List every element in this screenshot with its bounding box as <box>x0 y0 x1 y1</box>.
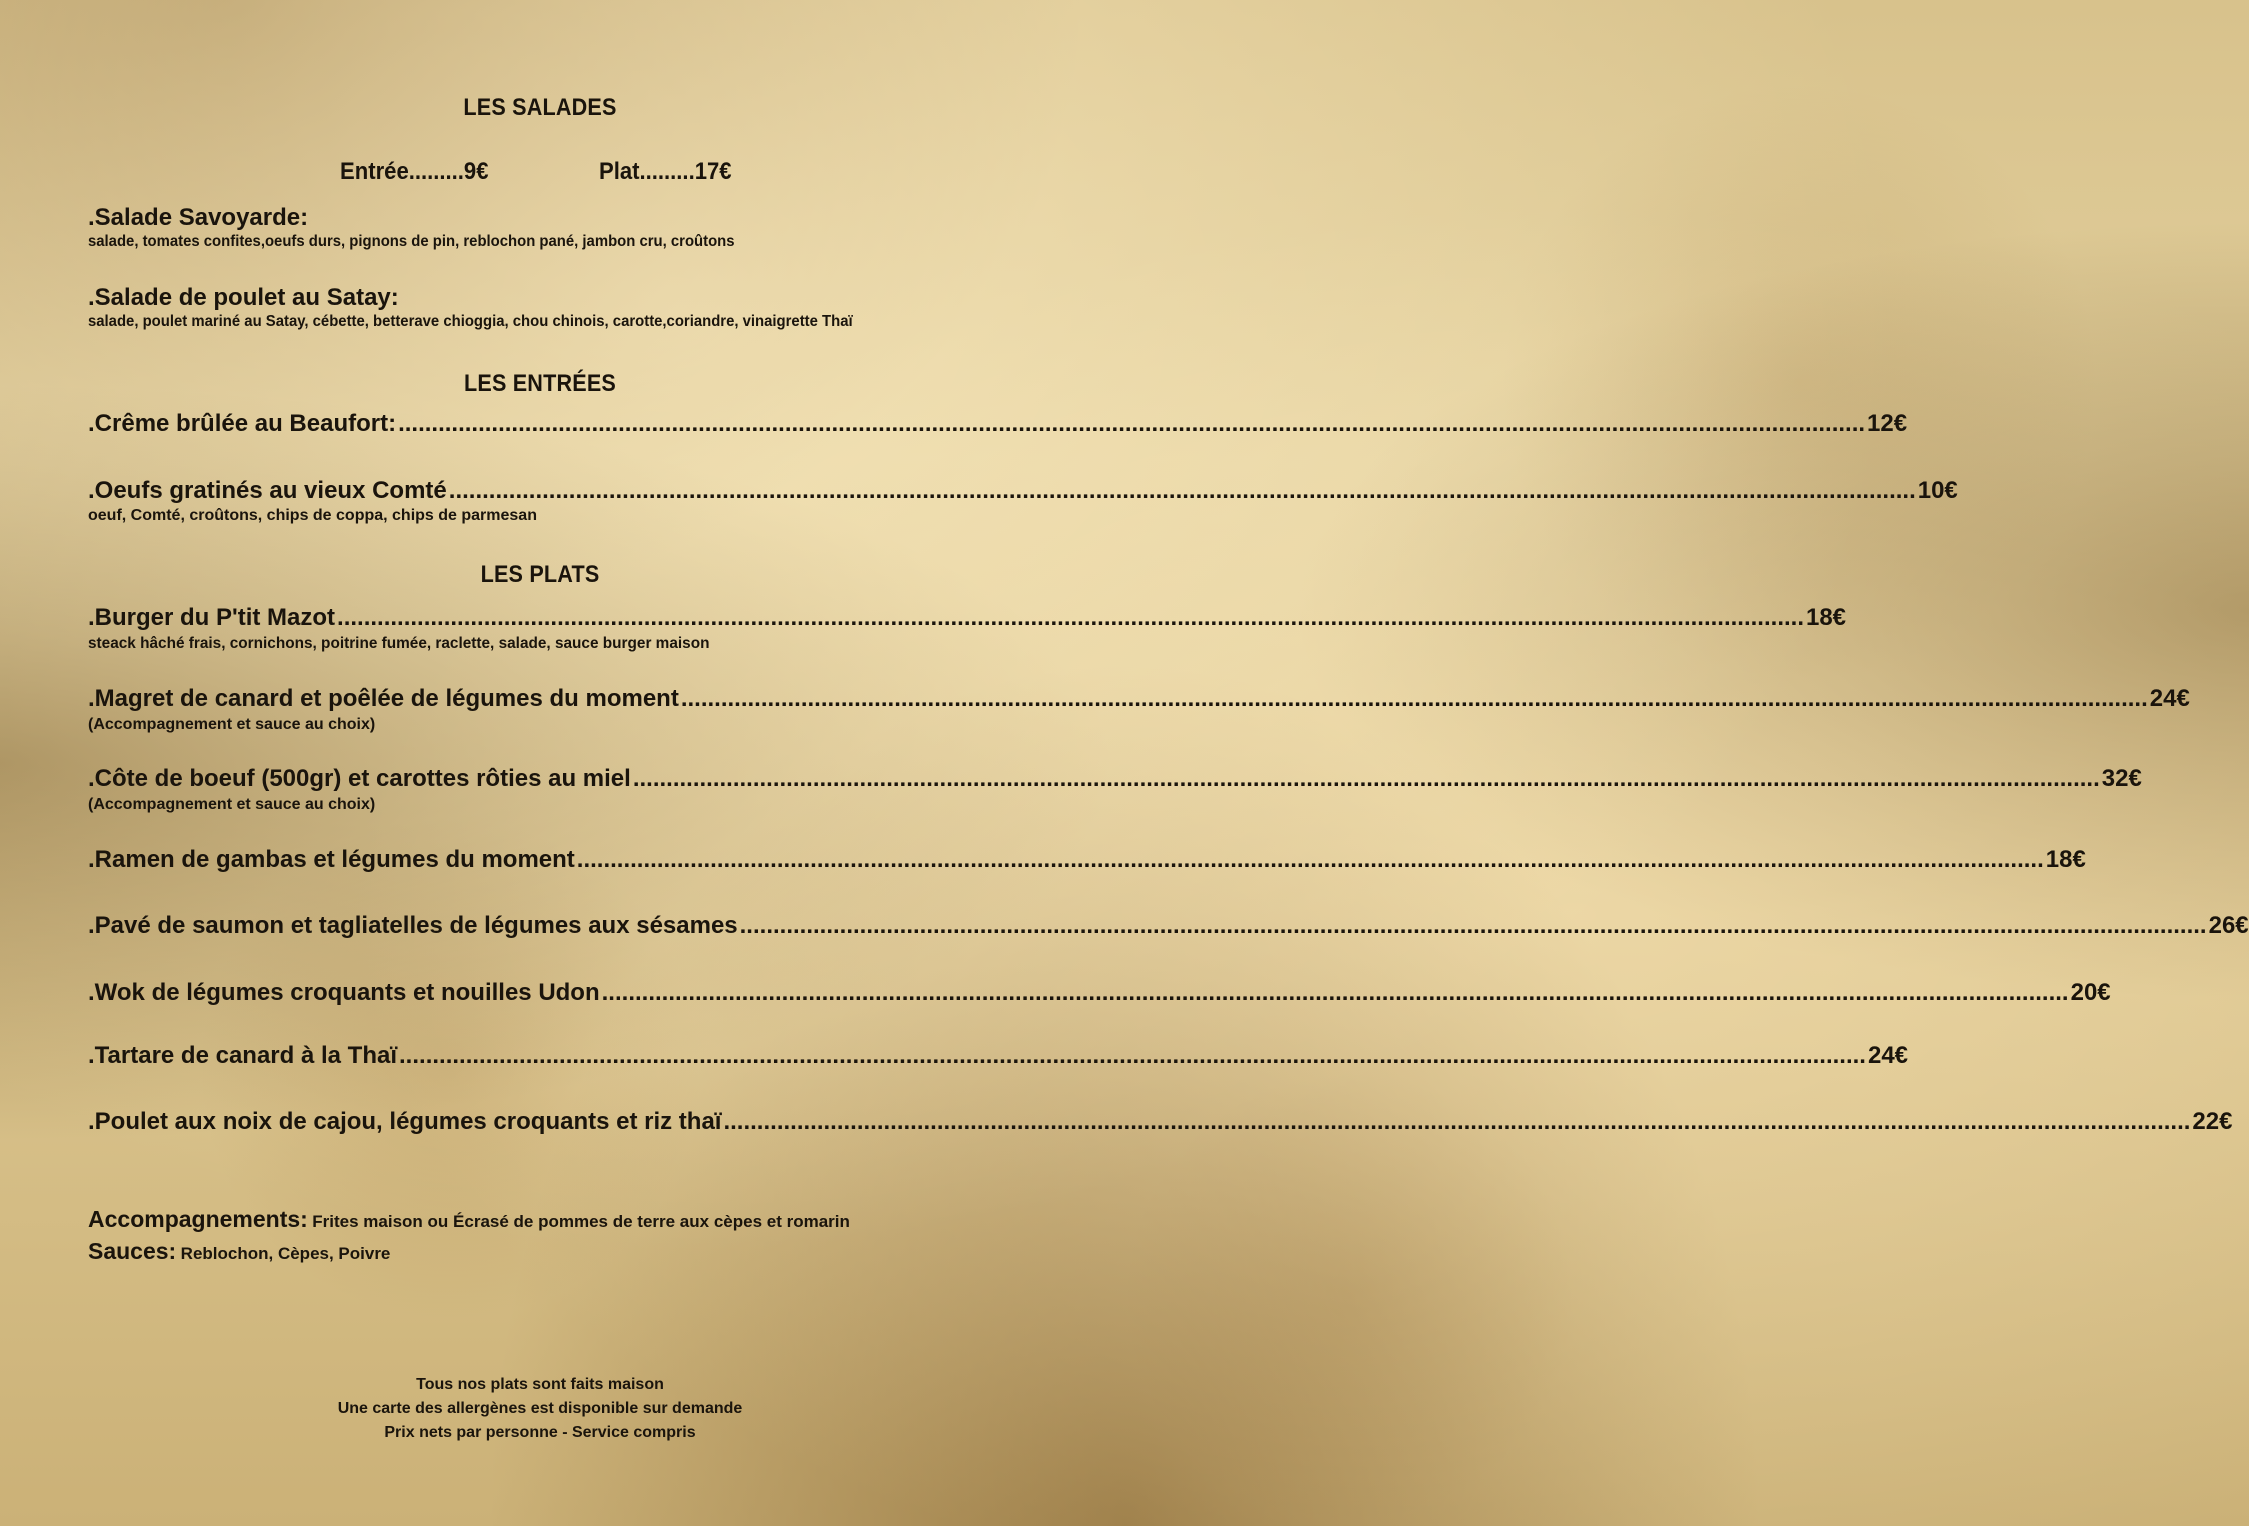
section-title-entrees: LES ENTRÉES <box>463 370 617 397</box>
menu-item-name: .Crême brûlée au Beaufort: <box>88 410 397 437</box>
menu-item-price: 32€ <box>2101 765 2142 792</box>
dot-leader: ............................................................................................................................................................................................................................ <box>680 685 2148 712</box>
menu-item-price: 20€ <box>2070 979 2111 1006</box>
menu-item-price: 26€ <box>2208 912 2249 939</box>
dot-leader: ............................................................................................................................................................................................................................ <box>632 765 2100 792</box>
menu-item-description: oeuf, Comté, croûtons, chips de coppa, chips de parmesan <box>88 507 537 524</box>
accompaniments-label: Accompagnements: <box>88 1206 308 1232</box>
menu-item <box>88 846 2086 874</box>
menu-item-name: .Oeufs gratinés au vieux Comté <box>88 477 447 504</box>
footer-line-homemade: Tous nos plats sont faits maison <box>416 1376 664 1393</box>
menu-item-name: .Burger du P'tit Mazot <box>88 604 336 631</box>
menu-item-description: (Accompagnement et sauce au choix) <box>88 716 376 733</box>
menu-item-name: .Salade Savoyarde: <box>88 204 309 231</box>
dot-leader: ............................................................................................................................................................................................................................ <box>398 410 1866 437</box>
menu-item-price: 18€ <box>1805 604 1847 631</box>
menu-item-price: 24€ <box>1867 1042 1909 1069</box>
menu-item-name: .Côte de boeuf (500gr) et carottes rôties au miel <box>88 765 631 792</box>
menu-item <box>88 604 1847 632</box>
section-title-salades: LES SALADES <box>463 94 617 121</box>
menu-item <box>88 410 1908 438</box>
footer-line-allergens: Une carte des allergènes est disponible sur demande <box>337 1400 743 1417</box>
menu-item-price: 24€ <box>2149 685 2190 712</box>
menu-item <box>88 912 2249 940</box>
menu-item-price: 12€ <box>1867 410 1908 437</box>
menu-item <box>88 765 2142 793</box>
menu-item-name: .Magret de canard et poêlée de légumes du moment <box>88 685 679 712</box>
menu-item-name: .Ramen de gambas et légumes du moment <box>88 846 575 873</box>
salade-plat-price: Plat.........17€ <box>599 158 732 185</box>
accompaniments-value: Frites maison ou Écrasé de pommes de terre aux cèpes et romarin <box>312 1212 850 1231</box>
dot-leader: ............................................................................................................................................................................................................................ <box>399 1042 1866 1069</box>
menu-item-description: steack hâché frais, cornichons, poitrine fumée, raclette, salade, sauce burger maison <box>88 635 710 652</box>
menu-item-name: .Poulet aux noix de cajou, légumes croquants et riz thaï <box>88 1108 722 1135</box>
dot-leader: ............................................................................................................................................................................................................................ <box>448 477 1916 504</box>
footer-line-prices: Prix nets par personne - Service compris <box>384 1424 696 1441</box>
menu-item-price: 10€ <box>1917 477 1958 504</box>
menu-item <box>88 1042 1909 1070</box>
dot-leader: ............................................................................................................................................................................................................................ <box>337 604 1804 631</box>
menu-item-description: salade, poulet mariné au Satay, cébette, betterave chioggia, chou chinois, carotte,coriandre, vinaigrette Thaï <box>88 313 853 330</box>
menu-item-price: 22€ <box>2192 1108 2233 1135</box>
dot-leader: ............................................................................................................................................................................................................................ <box>601 979 2069 1006</box>
dot-leader: ............................................................................................................................................................................................................................ <box>576 846 2044 873</box>
menu-item <box>88 685 2190 713</box>
sauces-label: Sauces: <box>88 1238 177 1264</box>
menu-item-description: (Accompagnement et sauce au choix) <box>88 796 376 813</box>
menu-item-description: salade, tomates confites,oeufs durs, pignons de pin, reblochon pané, jambon cru, croûtons <box>88 233 735 250</box>
menu-item-name: .Wok de légumes croquants et nouilles Udon <box>88 979 600 1006</box>
menu-item <box>88 1108 2233 1136</box>
menu-item-price: 18€ <box>2045 846 2086 873</box>
menu-item-name: .Pavé de saumon et tagliatelles de légumes aux sésames <box>88 912 738 939</box>
footer-notes <box>0 1373 1080 1445</box>
dot-leader: ............................................................................................................................................................................................................................ <box>723 1108 2191 1135</box>
sauces-value: Reblochon, Cèpes, Poivre <box>180 1244 391 1263</box>
sauces-line <box>88 1238 390 1265</box>
section-title-plats: LES PLATS <box>480 561 600 588</box>
menu-item <box>88 979 2111 1007</box>
menu-item-name: .Tartare de canard à la Thaï <box>88 1042 398 1069</box>
salade-entree-price: Entrée.........9€ <box>340 158 489 185</box>
dot-leader: ............................................................................................................................................................................................................................ <box>739 912 2207 939</box>
menu-item <box>88 477 1958 505</box>
accompaniments-line <box>88 1206 850 1233</box>
menu-item-name: .Salade de poulet au Satay: <box>88 284 399 311</box>
